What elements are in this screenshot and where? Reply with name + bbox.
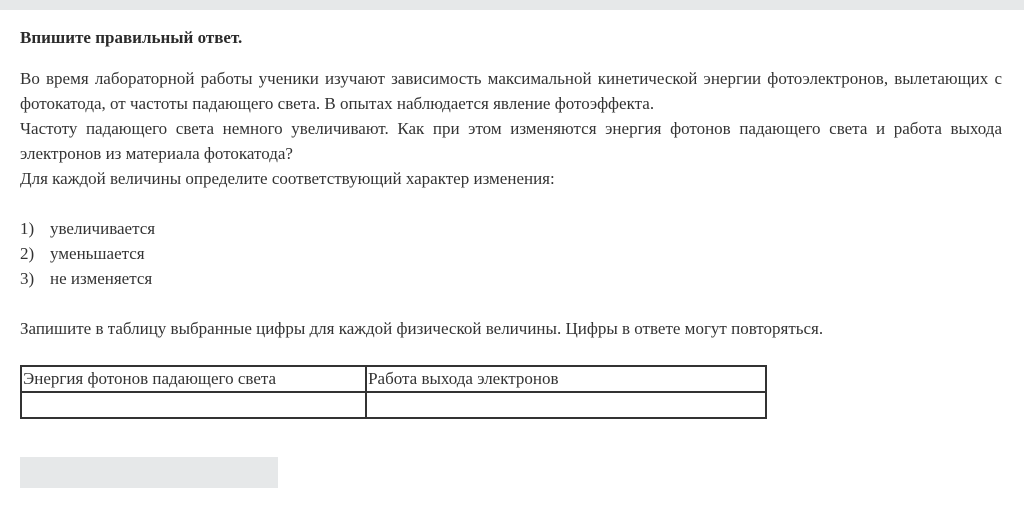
answer-table [20,365,767,419]
options-list [20,216,1002,291]
table-instruction: Запишите в таблицу выбранные цифры для каждой физической величины. Цифры в ответе могут повторяться. [20,319,824,338]
answer-cell-photon-energy[interactable] [21,392,366,418]
task-paragraph-3: Для каждой величины определите соответствующий характер изменения: [20,169,555,188]
option-text: увеличивается [50,219,156,238]
option-text: не изменяется [50,269,153,288]
task-content [20,27,1002,341]
option-item [20,241,1002,266]
task-paragraph-1: Во время лабораторной работы ученики изучают зависимость максимальной кинетической энергии фотоэлектронов, вылетающих с фотокатода, от частоты падающего света. В опытах наблюдается явление фотоэффекта. [20,69,1002,113]
spacer [20,191,1002,216]
option-text: уменьшается [50,244,145,263]
table-header-photon-energy: Энергия фотонов падающего света [21,366,366,392]
answer-input[interactable] [20,457,278,488]
option-number: 2) [20,244,35,263]
table-header-work-function: Работа выхода электронов [366,366,766,392]
option-number: 1) [20,219,35,238]
spacer [20,291,1002,316]
option-number: 3) [20,269,35,288]
task-paragraph-2: Частоту падающего света немного увеличивают. Как при этом изменяются энергия фотонов падающего света и работа выхода электронов из материала фотокатода? [20,119,1002,163]
top-bar [0,0,1024,10]
table-header-row [21,366,766,392]
task-instruction: Впишите правильный ответ. [20,28,243,47]
option-item [20,266,1002,291]
table-answer-row [21,392,766,418]
answer-cell-work-function[interactable] [366,392,766,418]
option-item [20,216,1002,241]
